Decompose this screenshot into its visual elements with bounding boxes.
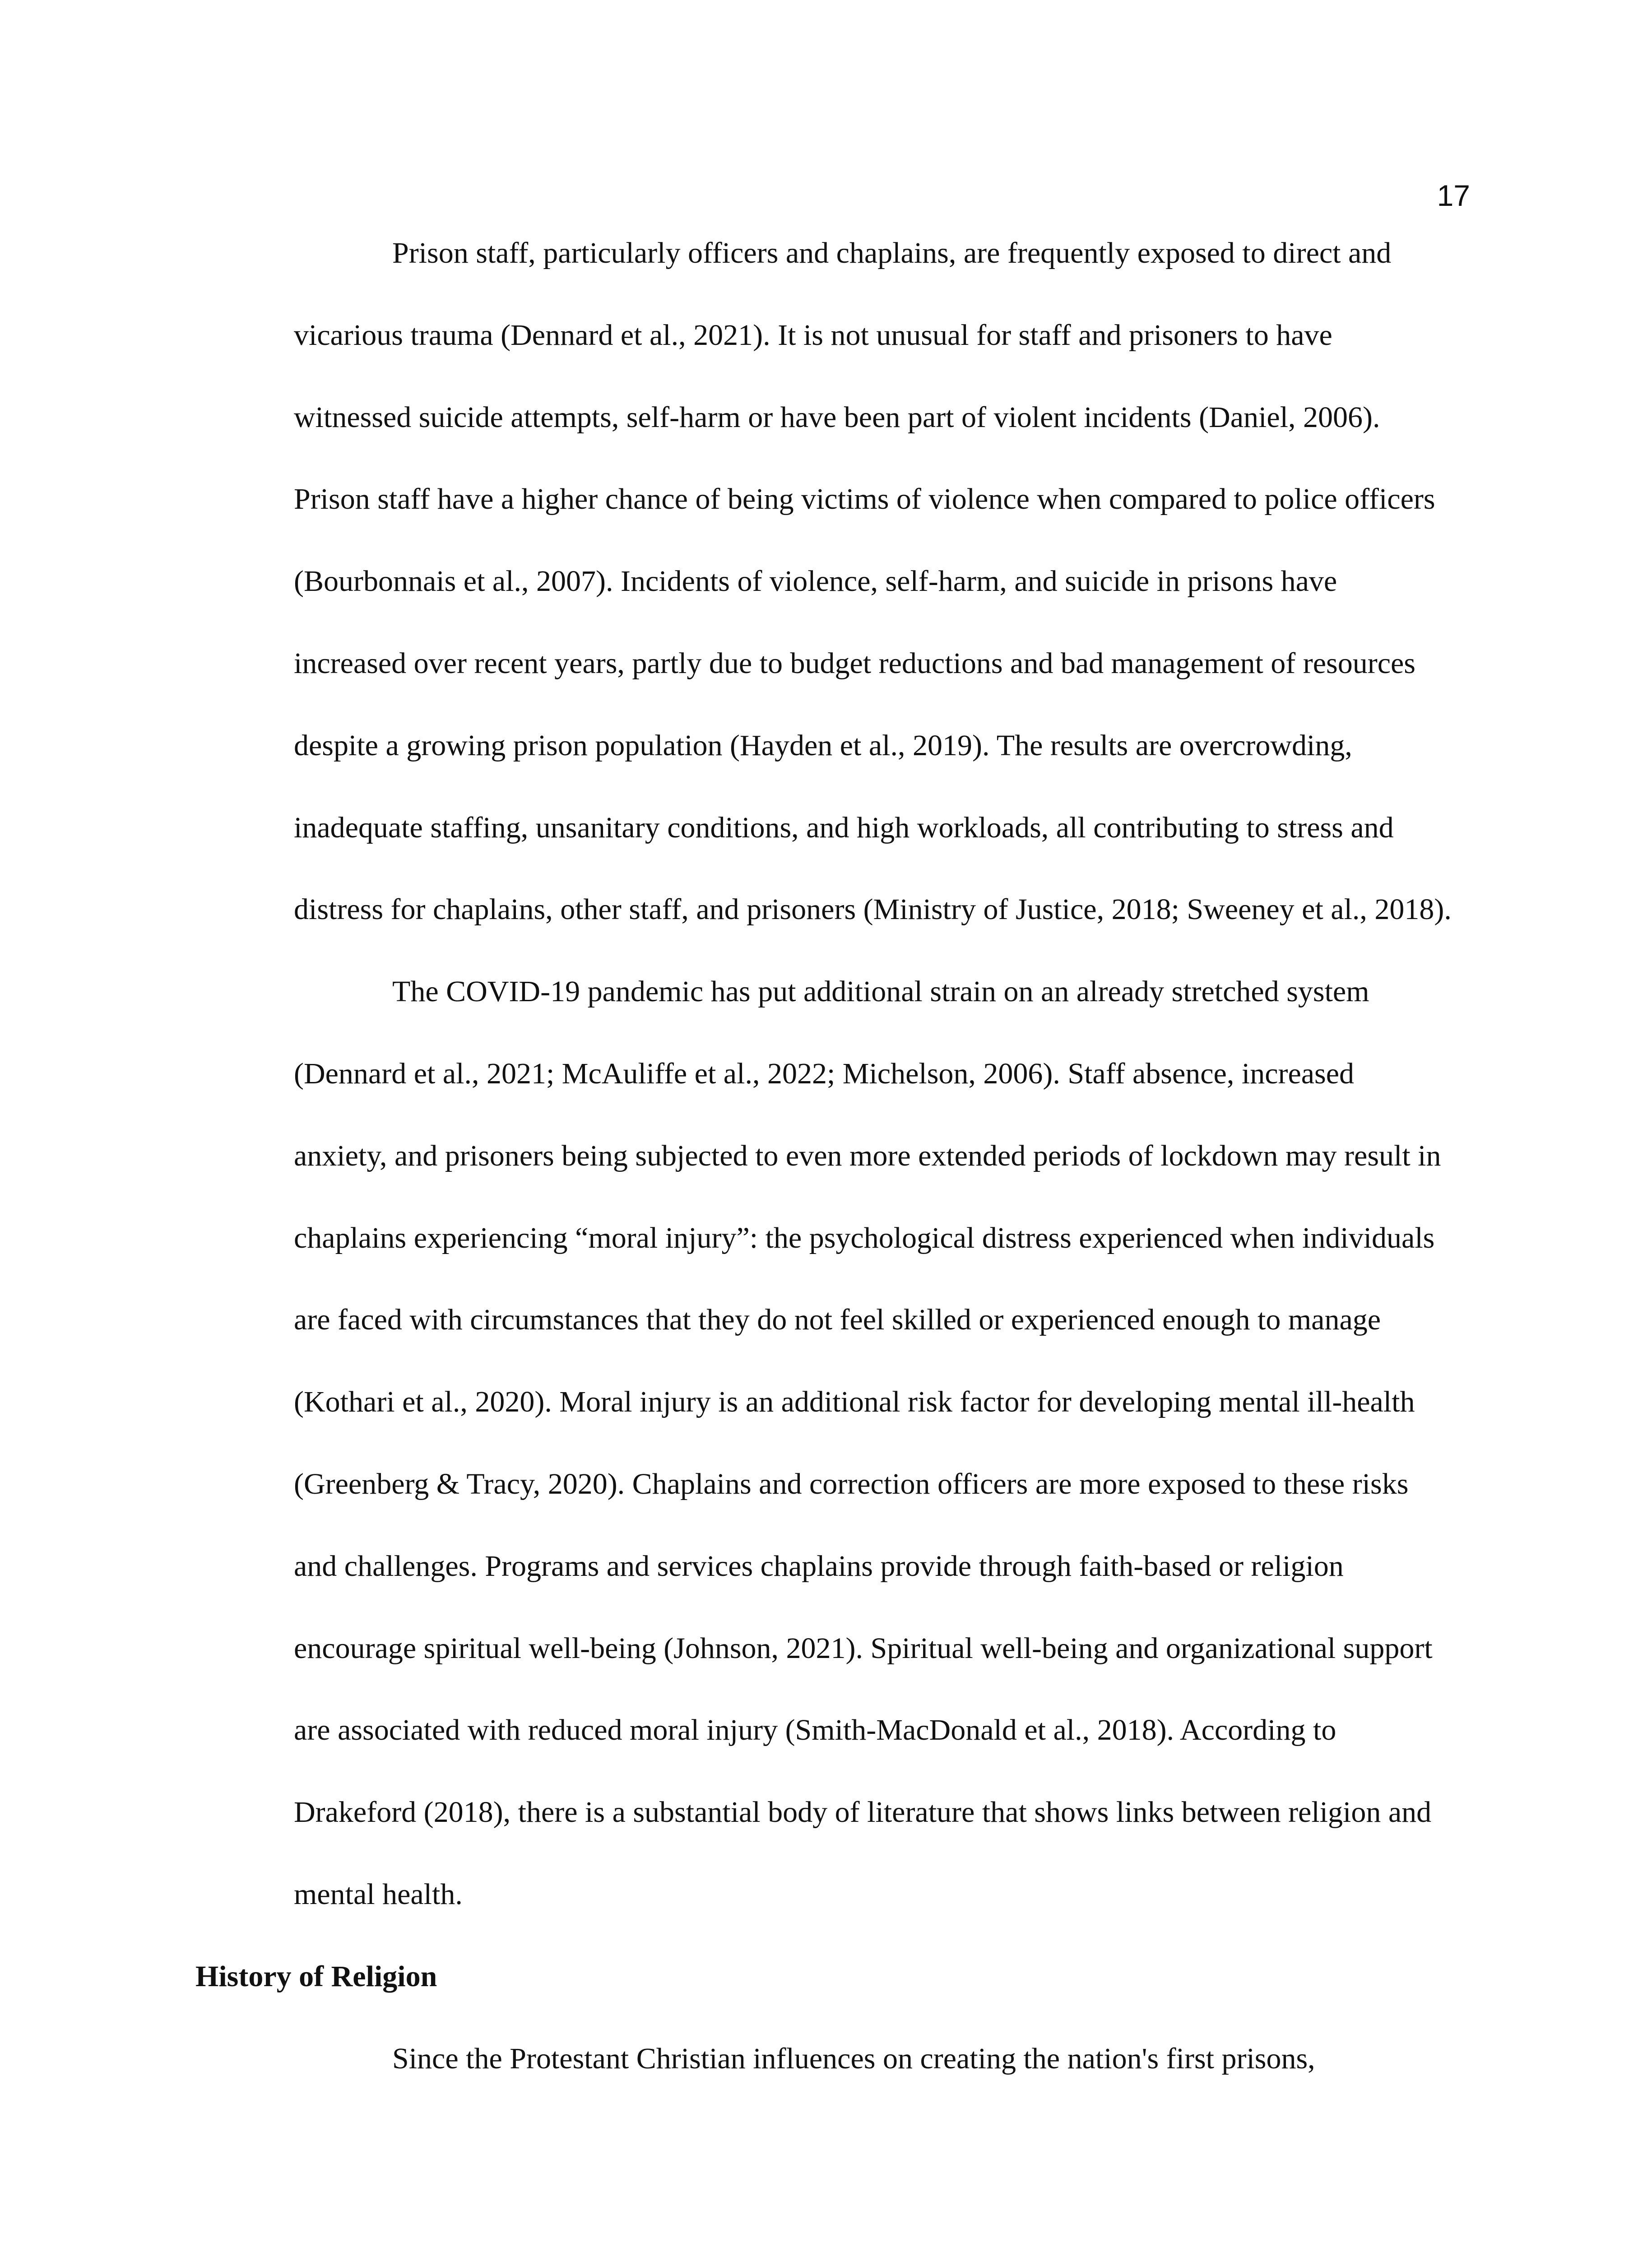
paragraph-protestant-influences [195,2018,1459,2100]
text-line: (Bourbonnais et al., 2007). Incidents of violence, self-harm, and suicide in prisons have [294,565,1337,598]
paragraph-covid-moral-injury [195,951,1459,1936]
text-line: (Kothari et al., 2020). Moral injury is an additional risk factor for developing mental ill-health [294,1385,1415,1419]
text-line: and challenges. Programs and services chaplains provide through faith-based or religion [294,1549,1344,1583]
text-line: Drakeford (2018), there is a substantial body of literature that shows links between religion and [294,1796,1432,1829]
text-line: are associated with reduced moral injury (Smith-MacDonald et al., 2018). According to [294,1714,1336,1747]
text-line: chaplains experiencing “moral injury”: the psychological distress experienced when individuals [294,1221,1435,1254]
text-line: anxiety, and prisoners being subjected to even more extended periods of lockdown may result in [294,1139,1441,1172]
text-line: vicarious trauma (Dennard et al., 2021). It is not unusual for staff and prisoners to have [294,318,1332,352]
text-line: (Greenberg & Tracy, 2020). Chaplains and correction officers are more exposed to these risks [294,1467,1409,1500]
text-line: increased over recent years, partly due to budget reductions and bad management of resources [294,646,1415,680]
text-line: Prison staff, particularly officers and chaplains, are frequently exposed to direct and [392,237,1392,269]
text-line: Prison staff have a higher chance of being victims of violence when compared to police officers [294,483,1435,516]
text-line: encourage spiritual well-being (Johnson, 2021). Spiritual well-being and organizational support [294,1631,1433,1665]
text-line: witnessed suicide attempts, self-harm or have been part of violent incidents (Daniel, 2006). [294,400,1380,434]
text-line: (Dennard et al., 2021; McAuliffe et al., 2022; Michelson, 2006). Staff absence, increased [294,1057,1355,1090]
page-number: 17 [1437,179,1470,212]
text-line: despite a growing prison population (Hayden et al., 2019). The results are overcrowding, [294,729,1352,762]
section-heading: History of Religion [195,1960,437,1993]
document-body [195,212,1459,2099]
paragraph-prison-staff-trauma [195,212,1459,951]
text-line: are faced with circumstances that they do not feel skilled or experienced enough to manage [294,1303,1381,1337]
text-line: Since the Protestant Christian influences on creating the nation's first prisons, [392,2042,1315,2075]
text-line: The COVID-19 pandemic has put additional strain on an already stretched system [392,975,1369,1008]
text-line: inadequate staffing, unsanitary conditions, and high workloads, all contributing to stress and [294,811,1394,844]
text-line: mental health. [294,1877,463,1911]
text-line: distress for chaplains, other staff, and prisoners (Ministry of Justice, 2018; Sweeney et al., 2018). [294,893,1452,926]
